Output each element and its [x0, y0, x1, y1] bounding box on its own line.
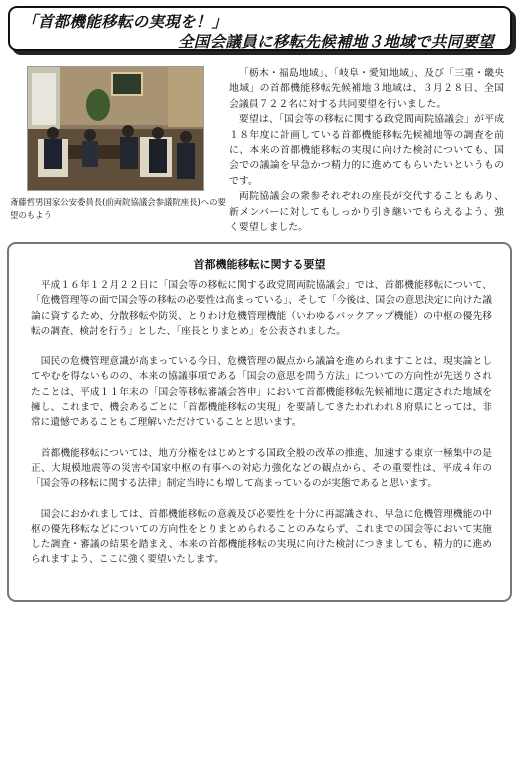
intro-paragraph-2: 要望は、「国会等の移転に関する政党間両院協議会」が平成１８年度に計画している首都機能移転先候補地等の調査を前に、本来の首都機能移転の実現に向けた検討についても、国会での議論を早急かつ精力的に進めてもらいたいというものです。	[229, 114, 504, 187]
request-paragraph-1: 平成１６年１２月２２日に「国会等の移転に関する政党間両院協議会」では、首都機能移転について、「危機管理等の面で国会等の移転の必要性は高まっている」、そして「今後は、国会の意思決定に向けた議論に資するため、分散移転や防災、とりわけ危機管理機能（いわゆるバックアップ機能）の中枢の優先移転の調査、検討を行う」とした、「座長とりまとめ」を公表されました。	[31, 280, 492, 337]
headline-line-1: 「首都機能移転の実現を！」	[22, 13, 228, 31]
request-paragraph-3: 首都機能移転については、地方分権をはじめとする国政全般の改革の推進、加速する東京一極集中の是正、大規模地震等の災害や国家中枢の有事への対応力強化などの観点から、その重要性は、平成４年の「国会等の移転に関する法律」制定当時にも増して高まっているのが実態であると思います。	[31, 447, 492, 490]
request-paragraph-4: 国会におかれましては、首都機能移転の意義及び必要性を十分に再認識され、早急に危機管理機能の中枢の優先移転などについての方向性をとりまとめられることのみならず、これまでの国会等において実施した調査・審議の結果を踏まえ、本来の首都機能移転の実現に向けた検討につきましても、精力的に進められますよう、ここに強く要望いたします。	[31, 508, 492, 566]
banner-box	[8, 6, 512, 51]
request-title: 首都機能移転に関する要望	[193, 258, 326, 271]
photo-caption: 斎藤哲男国家公安委員長(前両院協議会参議院座長)への要望のもよう	[10, 197, 226, 220]
meeting-photo	[27, 66, 204, 191]
request-box	[7, 242, 512, 602]
intro-paragraph-1: 「栃木・福島地域」、「岐阜・愛知地域」、及び「三重・畿央地域」の首都機能移転先候補地３地域は、３月２８日、全国会議員７２２名に対する共同要望を行いました。	[229, 68, 504, 110]
intro-article	[229, 66, 504, 235]
request-body	[31, 278, 492, 583]
request-paragraph-2: 国民の危機管理意識が高まっている今日、危機管理の観点から議論を進められますことは、現実論としてやむを得ないものの、本来の協議事項である「国会の意思を問う方法」についての方向性が先送りされたことは、平成１１年末の「国会等移転審議会答申」において首都機能移転先候補地に選定された地域を擁し、これまで、機会あるごとに「首都機能移転の実現」を要請してきたわれわれ８府県にとっては、非常に遺憾であることもご理解いただけていることと思います。	[31, 356, 492, 429]
headline-line-2: 全国会議員に移転先候補地３地域で共同要望	[177, 33, 494, 51]
intro-paragraph-3: 両院協議会の衆参それぞれの座長が交代することもあり、新メンバーに対してもしっかり引き継いでもらえるよう、強く要望しました。	[229, 191, 504, 234]
header-banner	[8, 6, 512, 51]
